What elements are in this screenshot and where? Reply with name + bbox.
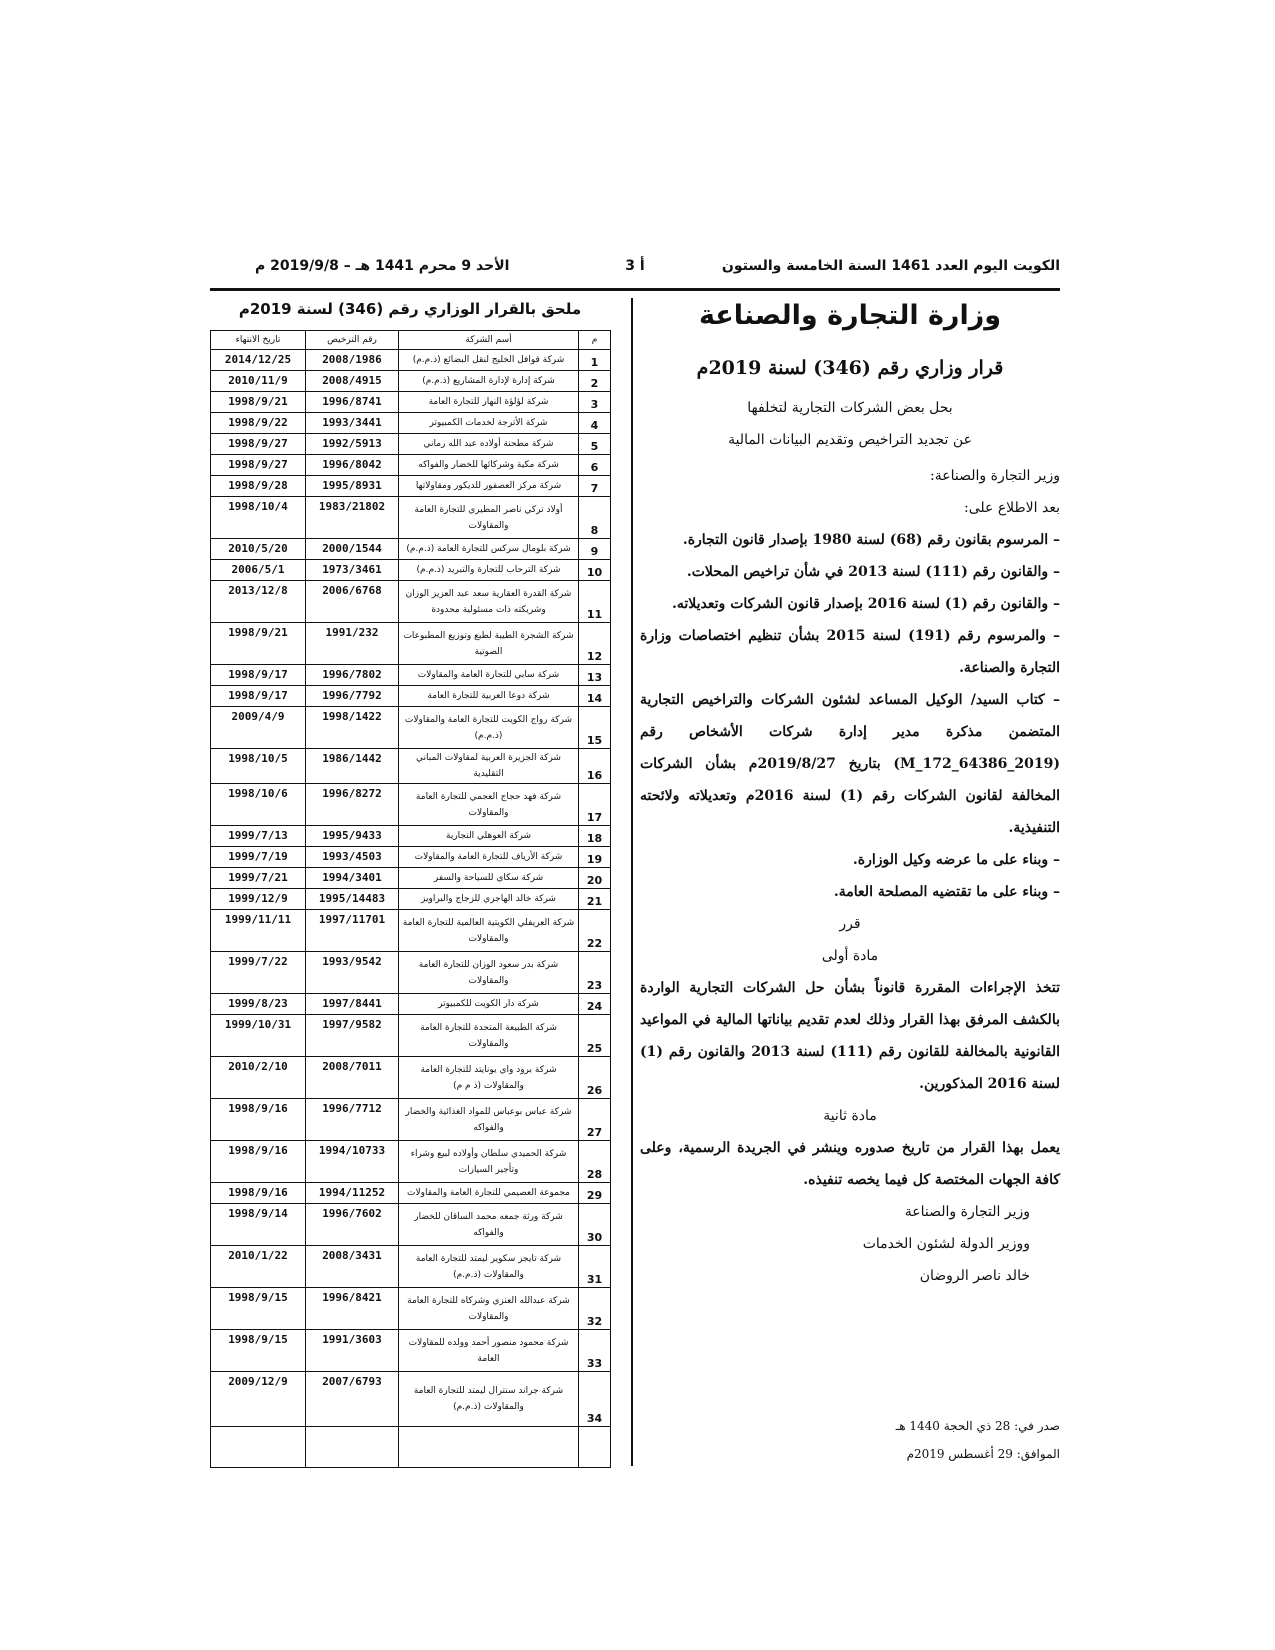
company-name: شركة العوهلي التجارية — [399, 826, 579, 847]
company-name: شركة الشجرة الطيبة لطبع وتوزيع المطبوعات الصوتية — [399, 623, 579, 665]
row-number: 33 — [579, 1330, 611, 1372]
row-number: 11 — [579, 581, 611, 623]
table-row — [211, 1288, 611, 1330]
license-number: 1996/8421 — [306, 1288, 399, 1330]
table-row — [211, 1330, 611, 1372]
company-name: شركة بلومال سركس للتجارة العامة (ذ.م.م) — [399, 539, 579, 560]
row-number: 18 — [579, 826, 611, 847]
company-name: شركة الأرياف للتجارة العامة والمقاولات — [399, 847, 579, 868]
license-number: 1994/3401 — [306, 868, 399, 889]
license-number: 1983/21802 — [306, 497, 399, 539]
company-name: شركة رواج الكويت للتجارة العامة والمقاولات (ذ.م.م) — [399, 707, 579, 749]
company-name: شركة الطبيعة المتحدة للتجارة العامة والمقاولات — [399, 1015, 579, 1057]
row-number: 19 — [579, 847, 611, 868]
decree-title: قرار وزاري رقم (346) لسنة 2019م — [696, 357, 1004, 379]
reference-4: – والمرسوم رقم (191) لسنة 2015 بشأن تنظيم اختصاصات وزارة التجارة والصناعة. — [640, 628, 1061, 676]
reference-3: – والقانون رقم (1) لسنة 2016 بإصدار قانون الشركات وتعديلاته. — [672, 596, 1060, 612]
expiry-date: 1998/9/22 — [211, 413, 306, 434]
signatory-title-2: ووزير الدولة لشئون الخدمات — [862, 1236, 1030, 1252]
table-row — [211, 826, 611, 847]
row-number: 32 — [579, 1288, 611, 1330]
license-number: 1995/8931 — [306, 476, 399, 497]
expiry-date: 1999/7/13 — [211, 826, 306, 847]
col-header-no: م — [579, 331, 611, 350]
company-name: شركة برود واي يونايتد للتجارة العامة والمقاولات (ذ م م) — [399, 1057, 579, 1099]
license-number: 1997/9582 — [306, 1015, 399, 1057]
gazette-issue: الكويت اليوم العدد 1461 السنة الخامسة والستون — [721, 258, 1060, 274]
after-review: بعد الاطلاع على: — [964, 500, 1060, 516]
expiry-date: 1998/9/16 — [211, 1183, 306, 1204]
table-row — [211, 1246, 611, 1288]
expiry-date: 1998/9/17 — [211, 686, 306, 707]
annex-table — [210, 330, 611, 1468]
reference-2: – والقانون رقم (111) لسنة 2013 في شأن تراخيص المحلات. — [686, 564, 1060, 580]
company-name: مجموعة العصيمي للتجارة العامة والمقاولات — [399, 1183, 579, 1204]
expiry-date: 1998/9/14 — [211, 1204, 306, 1246]
company-name: شركة مطحنة أولاده عبد الله رماني — [399, 434, 579, 455]
expiry-date: 2014/12/25 — [211, 350, 306, 371]
col-header-name: أسم الشركة — [399, 331, 579, 350]
table-row — [211, 623, 611, 665]
expiry-date: 1998/9/27 — [211, 434, 306, 455]
table-row — [211, 1015, 611, 1057]
col-header-expiry: تاريخ الانتهاء — [211, 331, 306, 350]
empty-cell — [306, 1427, 399, 1468]
license-number: 1996/7802 — [306, 665, 399, 686]
col-header-license: رقم الترخيص — [306, 331, 399, 350]
expiry-date: 1999/12/9 — [211, 889, 306, 910]
license-number: 1998/1422 — [306, 707, 399, 749]
company-name: شركة جراند سنترال ليمتد للتجارة العامة والمقاولات (ذ.م.م) — [399, 1372, 579, 1427]
reference-7: – وبناء على ما تقتضيه المصلحة العامة. — [833, 884, 1060, 900]
table-row — [211, 1057, 611, 1099]
table-row — [211, 847, 611, 868]
company-name: شركة مركز العصفور للديكور ومقاولاتها — [399, 476, 579, 497]
company-name: شركة دوعا العربية للتجارة العامة — [399, 686, 579, 707]
company-name: شركة ورثة جمعه محمد الساقان للخضار والفواكه — [399, 1204, 579, 1246]
table-row — [211, 952, 611, 994]
license-number: 1995/9433 — [306, 826, 399, 847]
license-number: 1993/3441 — [306, 413, 399, 434]
company-name: شركة دار الكويت للكمبيوتر — [399, 994, 579, 1015]
expiry-date: 2006/5/1 — [211, 560, 306, 581]
row-number: 5 — [579, 434, 611, 455]
reference-1: – المرسوم بقانون رقم (68) لسنة 1980 بإصدار قانون التجارة. — [682, 532, 1060, 548]
expiry-date: 1998/9/15 — [211, 1288, 306, 1330]
license-number: 1992/5913 — [306, 434, 399, 455]
license-number: 1996/7712 — [306, 1099, 399, 1141]
row-number: 26 — [579, 1057, 611, 1099]
table-row — [211, 749, 611, 784]
company-name: شركة العريفلي الكويتية العالمية للتجارة العامة والمقاولات — [399, 910, 579, 952]
expiry-date: 1998/10/5 — [211, 749, 306, 784]
table-row — [211, 581, 611, 623]
issued-hijri: صدر في: 28 ذي الحجة 1440 هـ — [895, 1419, 1060, 1433]
license-number: 1994/10733 — [306, 1141, 399, 1183]
table-row — [211, 665, 611, 686]
row-number: 10 — [579, 560, 611, 581]
company-name: شركة سابي للتجارة العامة والمقاولات — [399, 665, 579, 686]
minister-label: وزير التجارة والصناعة: — [930, 468, 1060, 484]
row-number: 29 — [579, 1183, 611, 1204]
company-name: شركة الترحاب للتجارة والتبريد (ذ.م.م) — [399, 560, 579, 581]
ministry-title: وزارة التجارة والصناعة — [698, 300, 1002, 331]
row-number: 1 — [579, 350, 611, 371]
company-name: أولاد تركي ناصر المطيري للتجارة العامة والمقاولات — [399, 497, 579, 539]
empty-cell — [399, 1427, 579, 1468]
row-number: 30 — [579, 1204, 611, 1246]
table-row — [211, 434, 611, 455]
table-row — [211, 994, 611, 1015]
row-number: 24 — [579, 994, 611, 1015]
row-number: 21 — [579, 889, 611, 910]
table-row — [211, 392, 611, 413]
expiry-date: 1998/9/16 — [211, 1099, 306, 1141]
empty-cell — [579, 1427, 611, 1468]
license-number: 1997/8441 — [306, 994, 399, 1015]
table-row — [211, 1183, 611, 1204]
license-number: 1996/7602 — [306, 1204, 399, 1246]
table-row — [211, 455, 611, 476]
expiry-date: 2010/1/22 — [211, 1246, 306, 1288]
expiry-date: 2009/4/9 — [211, 707, 306, 749]
row-number: 9 — [579, 539, 611, 560]
expiry-date: 1999/11/11 — [211, 910, 306, 952]
company-name: شركة إدارة لإدارة المشاريع (ذ.م.م) — [399, 371, 579, 392]
table-row — [211, 371, 611, 392]
company-name: شركة بدر سعود الوزان للتجارة العامة والمقاولات — [399, 952, 579, 994]
row-number: 22 — [579, 910, 611, 952]
table-row — [211, 1141, 611, 1183]
company-name: شركة قوافل الخليج لنقل البضائع (ذ.م.م) — [399, 350, 579, 371]
company-name: شركة القدرة العقارية سعد عبد العزيز الوزان وشريكته ذات مسئولية محدودة — [399, 581, 579, 623]
license-number: 2000/1544 — [306, 539, 399, 560]
row-number: 20 — [579, 868, 611, 889]
license-number: 2007/6793 — [306, 1372, 399, 1427]
license-number: 1973/3461 — [306, 560, 399, 581]
row-number: 12 — [579, 623, 611, 665]
license-number: 2008/1986 — [306, 350, 399, 371]
license-number: 1991/3603 — [306, 1330, 399, 1372]
row-number: 6 — [579, 455, 611, 476]
row-number: 16 — [579, 749, 611, 784]
table-row — [211, 1204, 611, 1246]
expiry-date: 1998/9/17 — [211, 665, 306, 686]
expiry-date: 2010/2/10 — [211, 1057, 306, 1099]
expiry-date: 1999/10/31 — [211, 1015, 306, 1057]
article-1-title: مادة أولى — [821, 948, 879, 964]
row-number: 28 — [579, 1141, 611, 1183]
row-number: 23 — [579, 952, 611, 994]
expiry-date: 1998/9/16 — [211, 1141, 306, 1183]
decree-subject-2: عن تجديد التراخيص وتقديم البيانات المالية — [728, 432, 972, 448]
row-number: 3 — [579, 392, 611, 413]
expiry-date: 2010/5/20 — [211, 539, 306, 560]
page-number: أ 3 — [625, 258, 645, 274]
expiry-date: 1998/9/21 — [211, 392, 306, 413]
issue-date: الأحد 9 محرم 1441 هـ – 2019/9/8 م — [255, 258, 510, 274]
company-name: شركة الحميدي سلطان وأولاده لبيع وشراء وتأجير السيارات — [399, 1141, 579, 1183]
row-number: 13 — [579, 665, 611, 686]
table-filler-row — [211, 1427, 611, 1468]
company-name: شركة لؤلؤة النهار للتجارة العامة — [399, 392, 579, 413]
company-name: شركة سكاي للسياحة والسفر — [399, 868, 579, 889]
license-number: 1996/7792 — [306, 686, 399, 707]
decided-heading: قرر — [839, 916, 861, 932]
company-name: شركة تايجر سكوير ليمتد للتجارة العامة والمقاولات (ذ.م.م) — [399, 1246, 579, 1288]
reference-6: – وبناء على ما عرضه وكيل الوزارة. — [852, 852, 1060, 868]
company-name: شركة فهد حجاج العجمي للتجارة العامة والمقاولات — [399, 784, 579, 826]
license-number: 2008/4915 — [306, 371, 399, 392]
expiry-date: 2009/12/9 — [211, 1372, 306, 1427]
company-name: شركة الأترجة لخدمات الكمبيوتر — [399, 413, 579, 434]
expiry-date: 1998/9/15 — [211, 1330, 306, 1372]
annex-title: ملحق بالقرار الوزاري رقم (346) لسنة 2019م — [238, 300, 582, 318]
expiry-date: 2010/11/9 — [211, 371, 306, 392]
company-name: شركة خالد الهاجري للزجاج والبراويز — [399, 889, 579, 910]
reference-5: – كتاب السيد/ الوكيل المساعد لشئون الشركات والتراخيص التجارية المتضمن مذكرة مدير إدارة شركات الأشخاص رقم (M_172_64386_2019) بتاريخ 2019/8/27م بشأن الشركات المخالفة لقانون الشركات رقم (1) لسنة 2016م وتعديلاته ولائحته التنفيذية. — [640, 692, 1061, 836]
row-number: 31 — [579, 1246, 611, 1288]
expiry-date: 1998/9/21 — [211, 623, 306, 665]
company-name: شركة عباس بوعباس للمواد الغذائية والخضار والفواكه — [399, 1099, 579, 1141]
expiry-date: 1999/8/23 — [211, 994, 306, 1015]
table-row — [211, 560, 611, 581]
license-number: 2008/7011 — [306, 1057, 399, 1099]
table-row — [211, 350, 611, 371]
company-name: شركة محمود منصور أحمد وولده للمقاولات العامة — [399, 1330, 579, 1372]
article-1-text: تتخذ الإجراءات المقررة قانوناً بشأن حل الشركات التجارية الواردة بالكشف المرفق بهذا القرار وذلك لعدم تقديم بياناتها المالية في المواعيد القانونية بالمخالفة للقانون رقم (111) لسنة 2013 والقانون رقم (1) لسنة 2016 المذكورين. — [640, 980, 1060, 1092]
license-number: 1986/1442 — [306, 749, 399, 784]
article-2-text: يعمل بهذا القرار من تاريخ صدوره وينشر في الجريدة الرسمية، وعلى كافة الجهات المختصة كل فيما يخصه تنفيذه. — [640, 1140, 1060, 1188]
row-number: 34 — [579, 1372, 611, 1427]
article-2-title: مادة ثانية — [823, 1108, 877, 1124]
row-number: 4 — [579, 413, 611, 434]
table-row — [211, 539, 611, 560]
table-row — [211, 910, 611, 952]
decree-body — [640, 460, 1060, 1292]
expiry-date: 1998/9/28 — [211, 476, 306, 497]
expiry-date: 1999/7/21 — [211, 868, 306, 889]
table-row — [211, 497, 611, 539]
license-number: 2008/3431 — [306, 1246, 399, 1288]
decree-subject-1: بحل بعض الشركات التجارية لتخلفها — [747, 400, 953, 416]
table-row — [211, 1099, 611, 1141]
row-number: 25 — [579, 1015, 611, 1057]
table-row — [211, 686, 611, 707]
expiry-date: 1999/7/22 — [211, 952, 306, 994]
company-name: شركة الجزيرة العربية لمقاولات المباني التقليدية — [399, 749, 579, 784]
expiry-date: 2013/12/8 — [211, 581, 306, 623]
row-number: 27 — [579, 1099, 611, 1141]
page-header — [210, 258, 1060, 282]
row-number: 8 — [579, 497, 611, 539]
row-number: 15 — [579, 707, 611, 749]
row-number: 17 — [579, 784, 611, 826]
license-number: 1996/8741 — [306, 392, 399, 413]
company-name: شركة مكية وشركائها للخضار والفواكه — [399, 455, 579, 476]
issue-dates — [640, 1412, 1060, 1468]
empty-cell — [211, 1427, 306, 1468]
table-row — [211, 476, 611, 497]
expiry-date: 1999/7/19 — [211, 847, 306, 868]
license-number: 1993/9542 — [306, 952, 399, 994]
license-number: 1993/4503 — [306, 847, 399, 868]
license-number: 1994/11252 — [306, 1183, 399, 1204]
table-row — [211, 868, 611, 889]
expiry-date: 1998/9/27 — [211, 455, 306, 476]
expiry-date: 1998/10/4 — [211, 497, 306, 539]
column-divider — [631, 298, 633, 1466]
row-number: 7 — [579, 476, 611, 497]
row-number: 14 — [579, 686, 611, 707]
signatory-name: خالد ناصر الروضان — [919, 1268, 1030, 1284]
license-number: 1996/8272 — [306, 784, 399, 826]
table-row — [211, 413, 611, 434]
issued-gregorian: الموافق: 29 أغسطس 2019م — [906, 1447, 1060, 1461]
table-row — [211, 707, 611, 749]
signatory-title-1: وزير التجارة والصناعة — [904, 1204, 1030, 1220]
table-row — [211, 784, 611, 826]
header-rule — [210, 288, 1060, 291]
license-number: 1996/8042 — [306, 455, 399, 476]
expiry-date: 1998/10/6 — [211, 784, 306, 826]
row-number: 2 — [579, 371, 611, 392]
license-number: 2006/6768 — [306, 581, 399, 623]
table-row — [211, 889, 611, 910]
table-row — [211, 1372, 611, 1427]
license-number: 1997/11701 — [306, 910, 399, 952]
license-number: 1991/232 — [306, 623, 399, 665]
company-name: شركة عبدالله العنزي وشركاه للتجارة العامة والمقاولات — [399, 1288, 579, 1330]
license-number: 1995/14483 — [306, 889, 399, 910]
